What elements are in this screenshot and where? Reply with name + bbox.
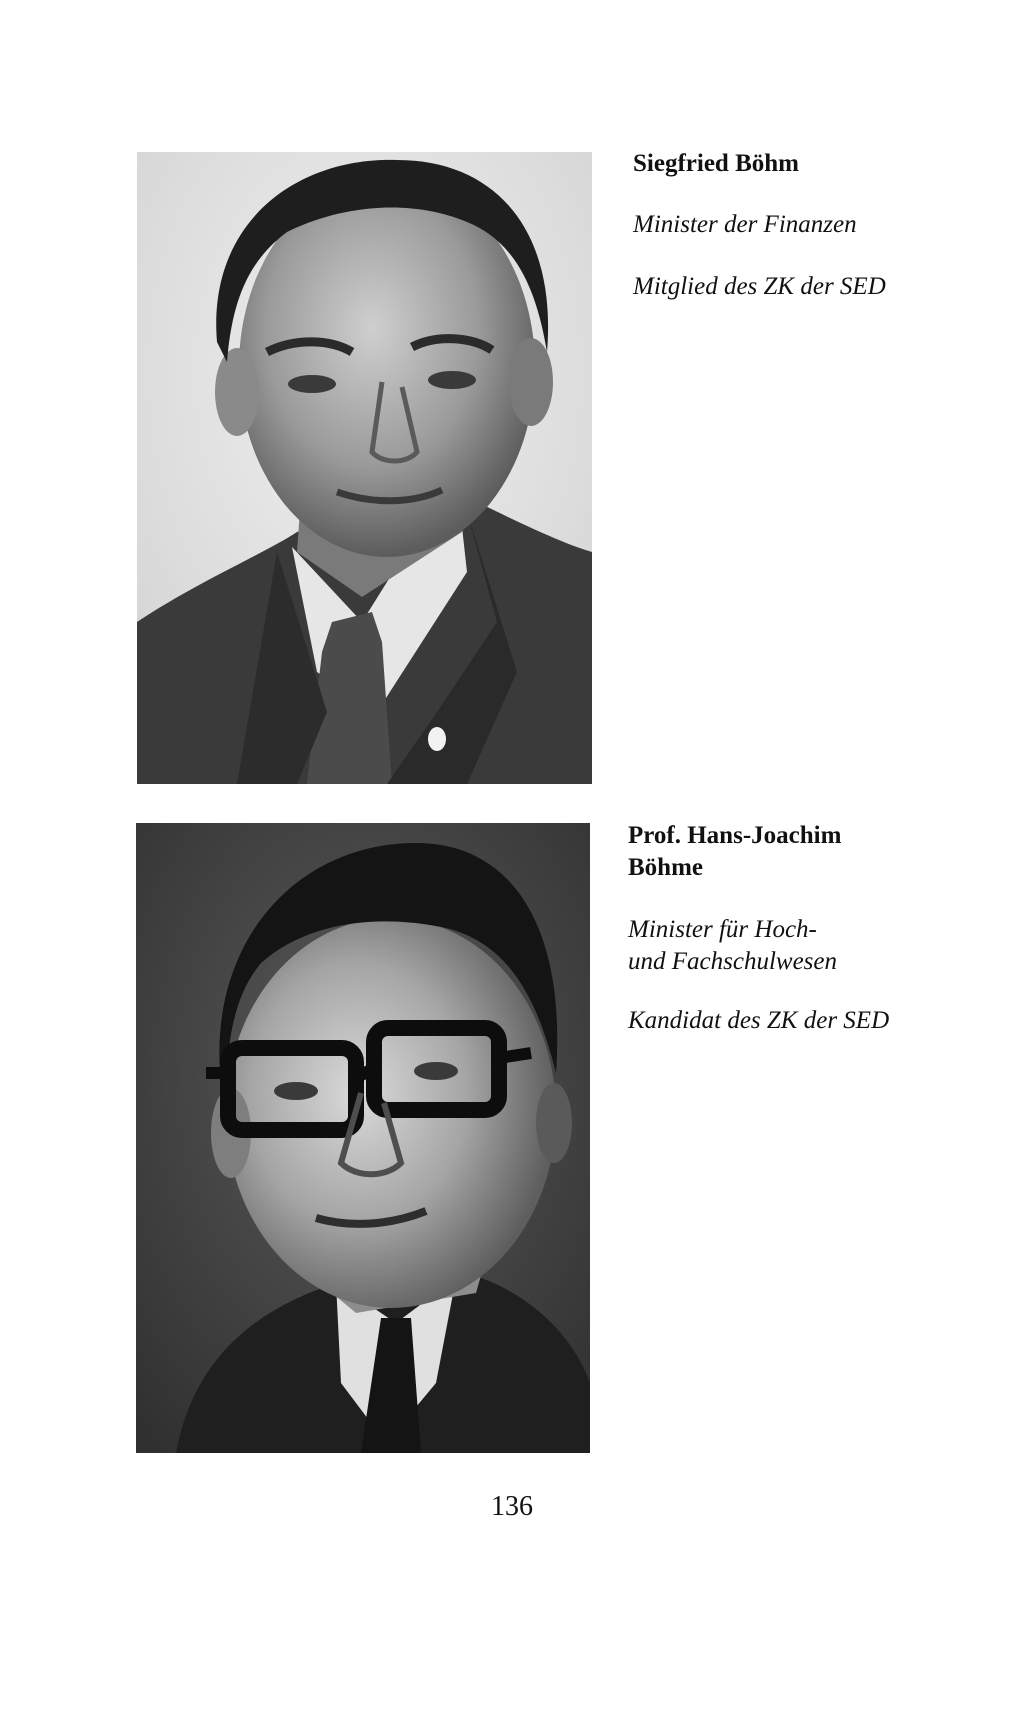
caption-entry-2 — [628, 820, 1008, 1034]
portrait-photo-1 — [137, 152, 592, 784]
person-name: Prof. Hans-Joachim Böhme — [628, 822, 842, 881]
caption-entry-1 — [633, 148, 1003, 300]
person-role: Minister der Finanzen — [633, 211, 857, 238]
person-name: Siegfried Böhm — [633, 150, 799, 177]
portrait-photo-2 — [136, 823, 590, 1453]
person-role: Minister für Hoch- und Fachschulwesen — [628, 916, 837, 975]
page-number: 136 — [491, 1491, 533, 1522]
person-membership: Kandidat des ZK der SED — [628, 1007, 890, 1034]
person-membership: Mitglied des ZK der SED — [633, 273, 886, 300]
